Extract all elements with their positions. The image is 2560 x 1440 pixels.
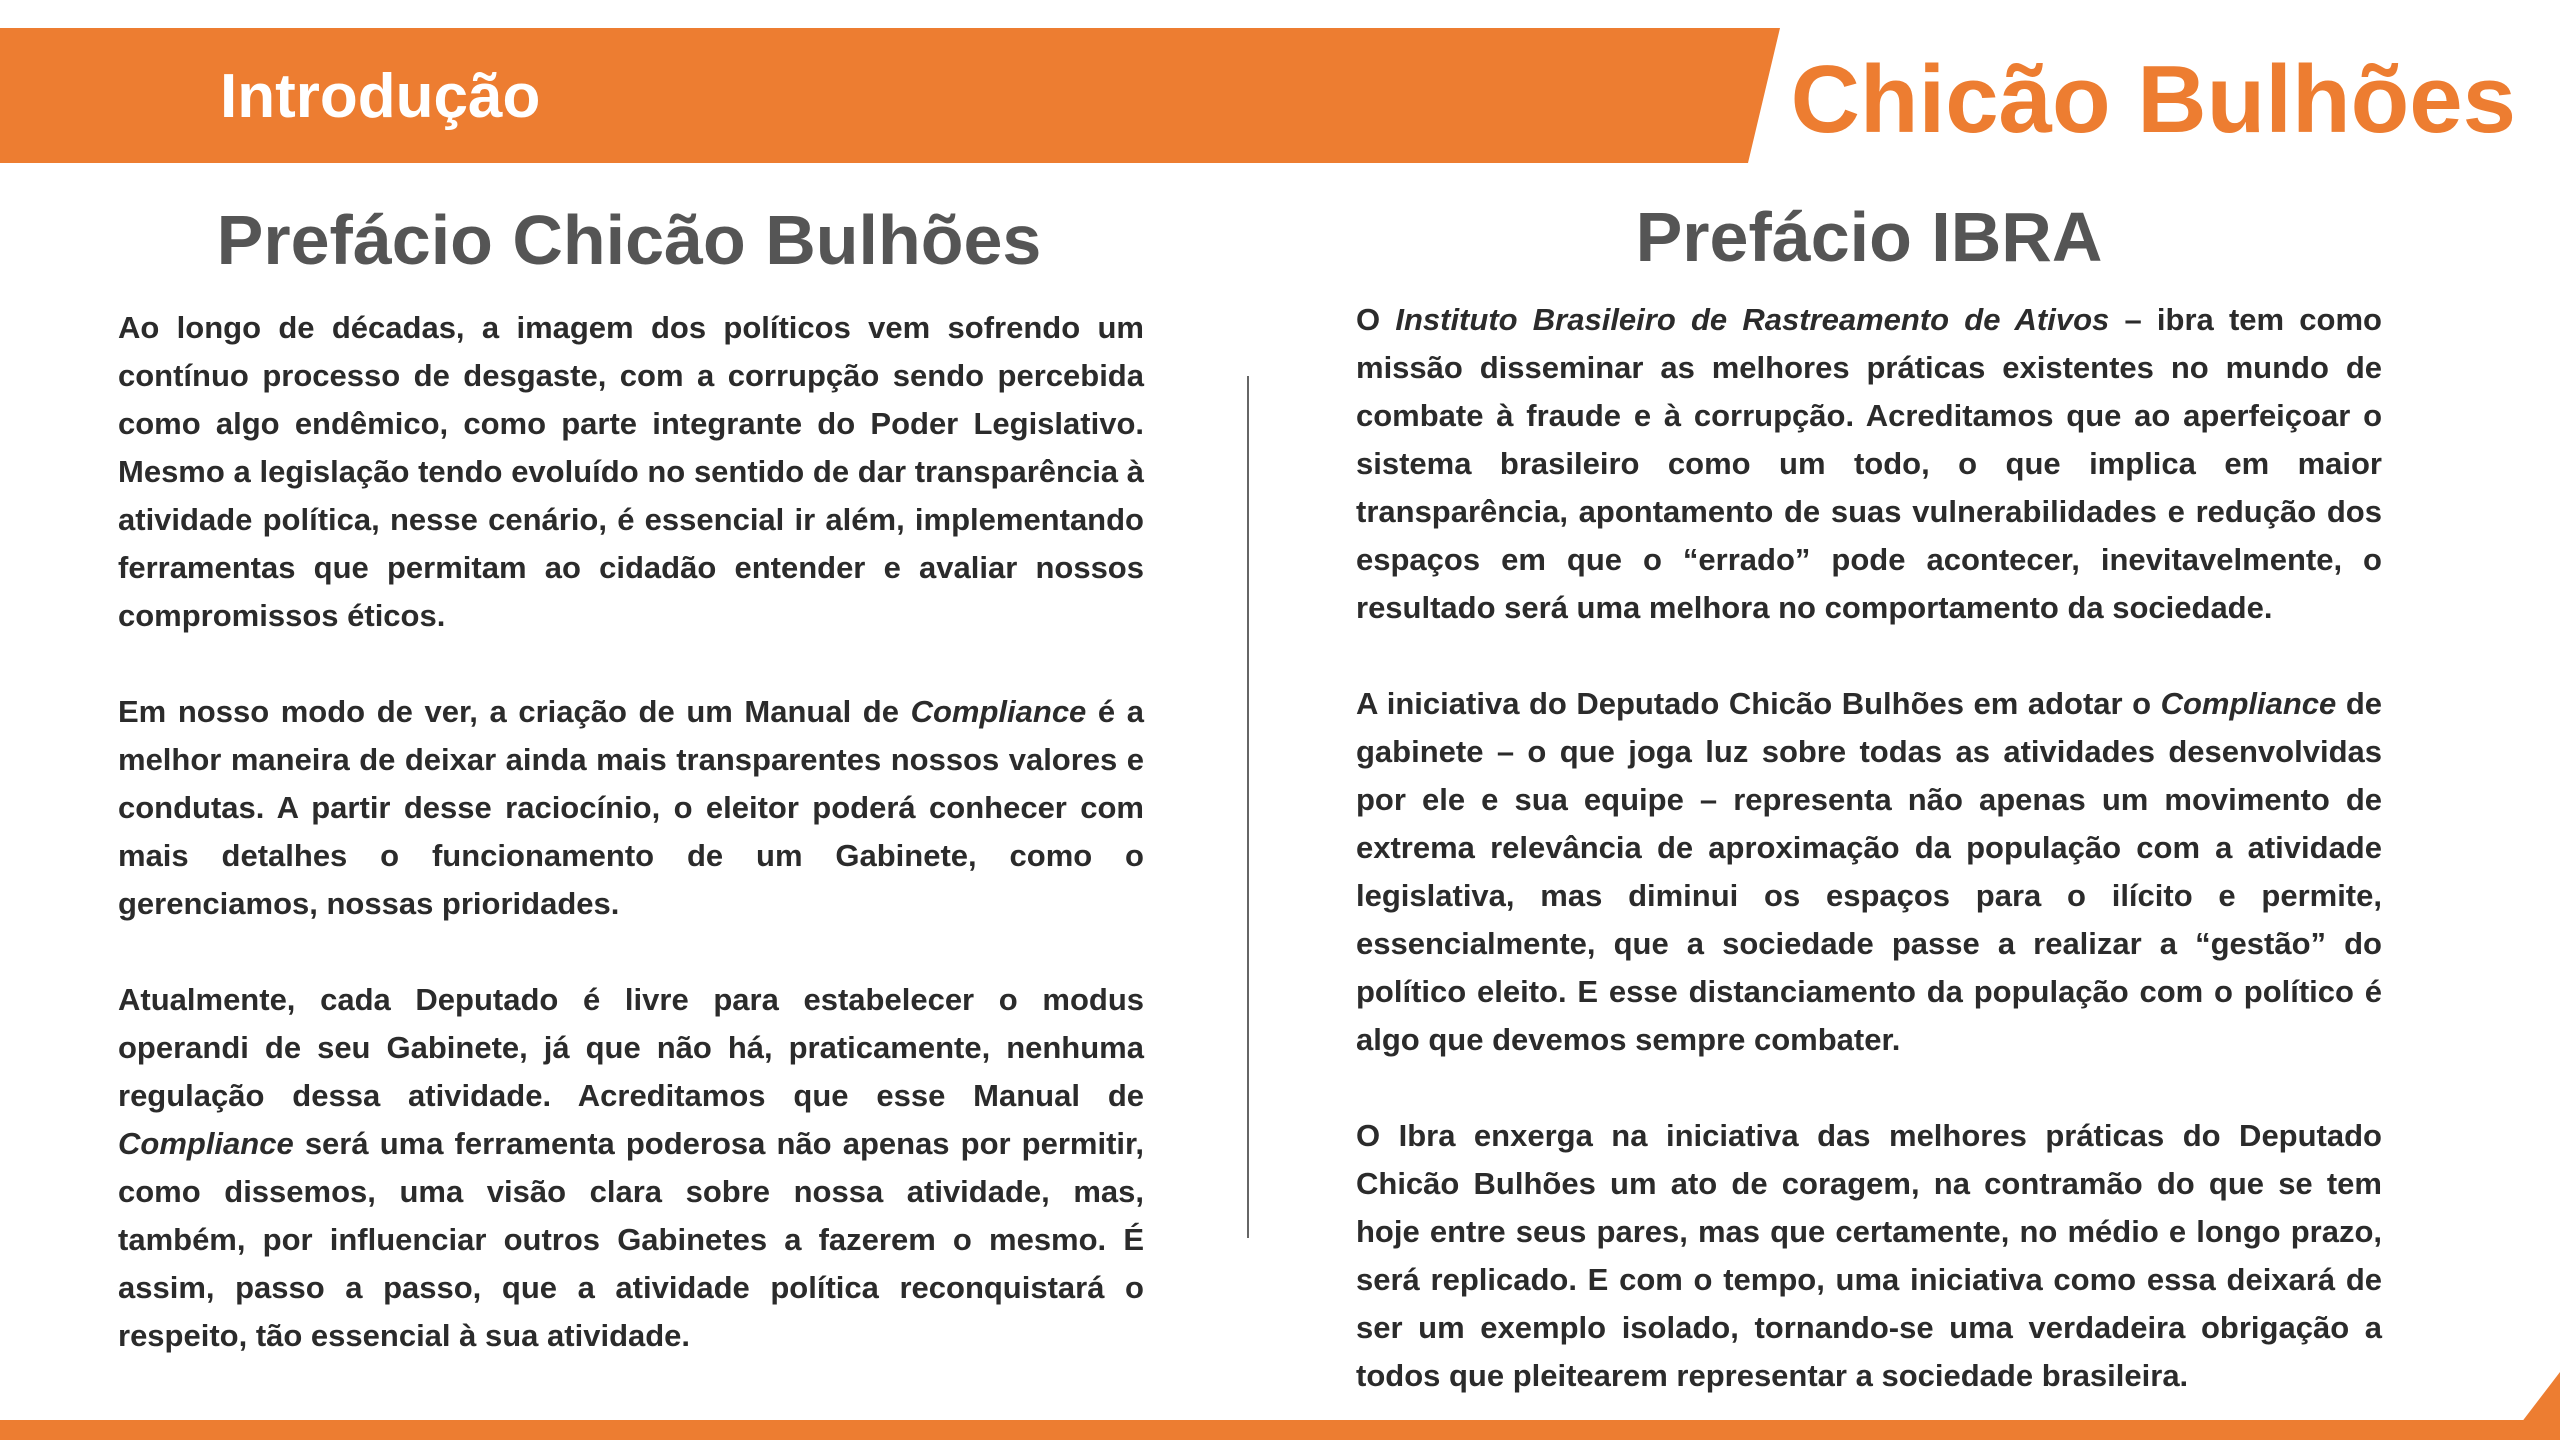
column-divider — [1247, 376, 1249, 1238]
right-paragraph-3: O Ibra enxerga na iniciativa das melhores práticas do Deputado Chicão Bulhões um ato de coragem, na contramão do que se tem hoje entre seus pares, mas que certamente, no médio e longo prazo, será replicado. E com o tempo, uma iniciativa como essa deixará de ser um exemplo isolado, tornando-se uma verdadeira obrigação a todos que pleitearem representar a sociedade brasileira. — [1356, 1118, 2382, 1393]
right-column-heading: Prefácio IBRA — [1635, 198, 2103, 276]
footer-corner-accent — [2508, 1372, 2560, 1440]
left-paragraph-3 — [118, 976, 1144, 1360]
left-paragraph-2 — [118, 688, 1144, 928]
right-column-text — [1356, 296, 2382, 1400]
right-p2-emphasis: Compliance — [2160, 686, 2337, 721]
left-p3-text-a: Atualmente, cada Deputado é livre para estabelecer o modus operandi de seu Gabinete, já que não há, praticamente, nenhuma regulação dessa atividade. Acreditamos que esse Manual de — [118, 982, 1144, 1113]
brand-name: Chicão Bulhões — [1790, 46, 2516, 153]
left-paragraph-1: Ao longo de décadas, a imagem dos políticos vem sofrendo um contínuo processo de desgaste, com a corrupção sendo percebida como algo endêmico, como parte integrante do Poder Legislativo. Mesmo a legislação tendo evoluído no sentido de dar transparência à atividade política, nesse cenário, é essencial ir além, implementando ferramentas que permitam ao cidadão entender e avaliar nossos compromissos éticos. — [118, 310, 1144, 633]
left-column-heading: Prefácio Chicão Bulhões — [216, 201, 1042, 279]
left-p2-emphasis: Compliance — [910, 694, 1087, 729]
left-p3-emphasis: Compliance — [118, 1126, 294, 1161]
right-p1-emphasis: Instituto Brasileiro de Rastreamento de Ativos — [1395, 302, 2110, 337]
section-title: Introdução — [220, 62, 541, 131]
right-p2-text-b: de gabinete – o que joga luz sobre todas as atividades desenvolvidas por ele e sua equipe – representa não apenas um movimento de extrema relevância de aproximação da população com a atividade legislativa, mas diminui os espaços para o ilícito e permite, essencialmente, que a sociedade passe a realizar a “gestão” do político eleito. E esse distanciamento da população com o político é algo que devemos sempre combater. — [1356, 686, 2382, 1057]
left-p2-text-a: Em nosso modo de ver, a criação de um Manual de — [118, 694, 911, 729]
right-paragraph-2 — [1356, 680, 2382, 1064]
left-p2-text-b: é a melhor maneira de deixar ainda mais transparentes nossos valores e condutas. A partir desse raciocínio, o eleitor poderá conhecer com mais detalhes o funcionamento de um Gabinete, como o gerenciamos, nossas prioridades. — [118, 694, 1144, 921]
right-p2-text-a: A iniciativa do Deputado Chicão Bulhões em adotar o — [1356, 686, 2161, 721]
footer-band — [0, 1420, 2560, 1440]
right-paragraph-1 — [1356, 296, 2382, 632]
right-p1-text-b: – ibra tem como missão disseminar as melhores práticas existentes no mundo de combate à fraude e à corrupção. Acreditamos que ao aperfeiçoar o sistema brasileiro como um todo, o que implica em maior transparência, apontamento de suas vulnerabilidades e redução dos espaços em que o “errado” pode acontecer, inevitavelmente, o resultado será uma melhora no comportamento da sociedade. — [1356, 302, 2382, 625]
left-p3-text-b: será uma ferramenta poderosa não apenas por permitir, como dissemos, uma visão clara sobre nossa atividade, mas, também, por influenciar outros Gabinetes a fazerem o mesmo. É assim, passo a passo, que a atividade política reconquistará o respeito, tão essencial à sua atividade. — [118, 1126, 1144, 1353]
left-column-text — [118, 304, 1144, 1360]
right-p1-text-a: O — [1356, 302, 1396, 337]
